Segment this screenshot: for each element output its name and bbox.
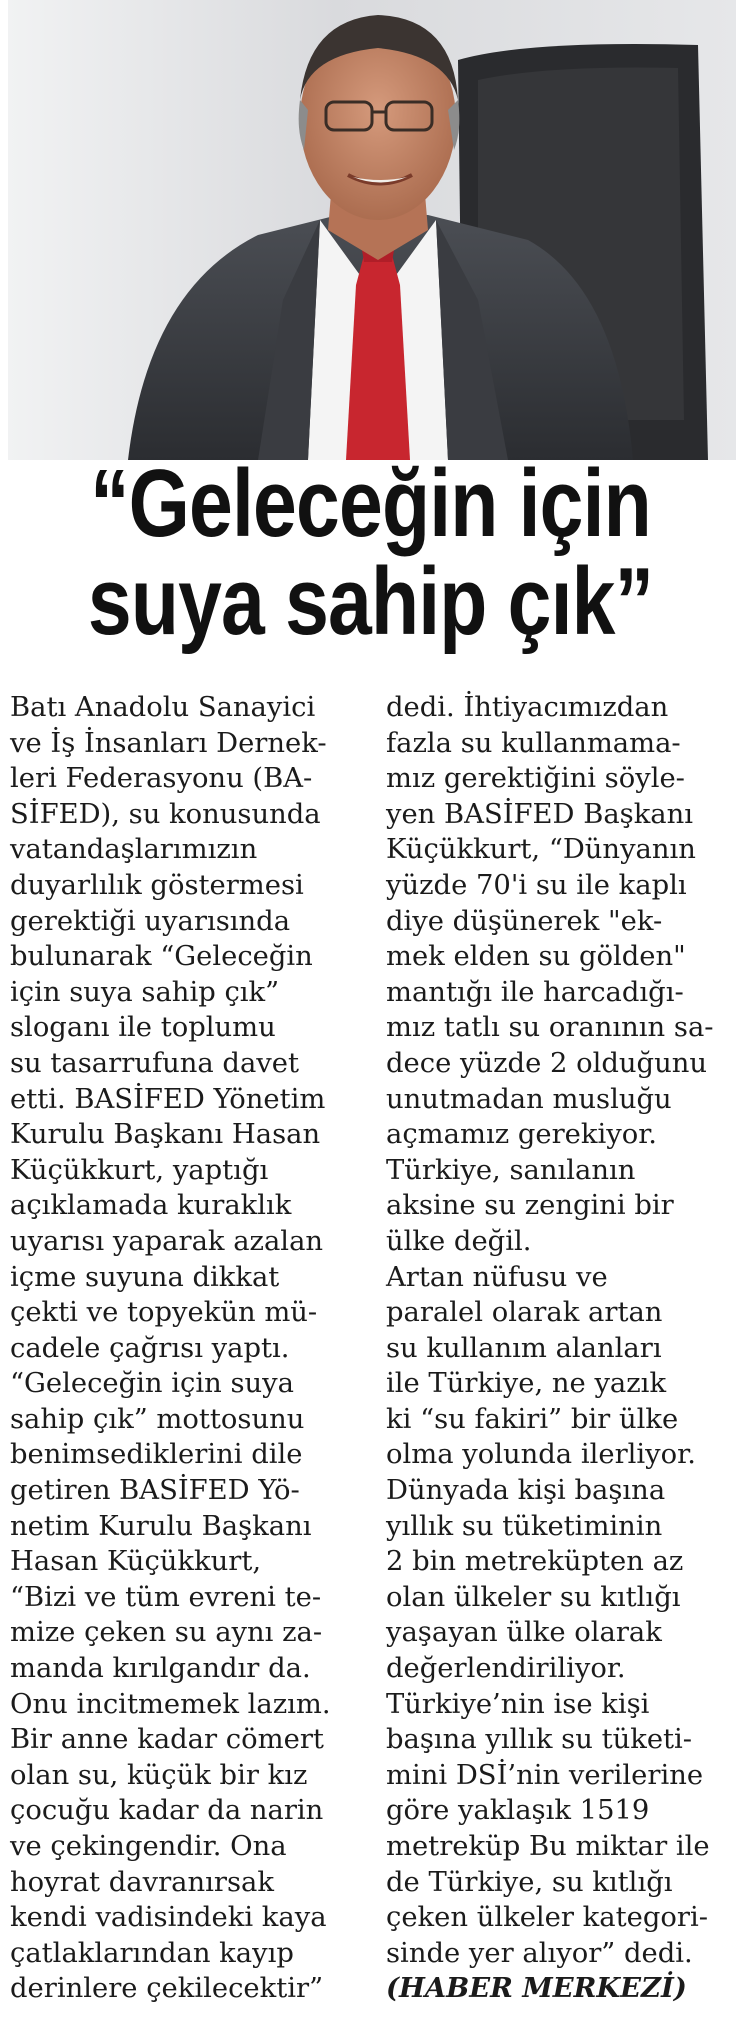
article-text-line: derinlere çekilecektir” <box>10 1973 324 2005</box>
article-text-line: manda kırılgandır da. <box>10 1653 311 1685</box>
article-text-line: hoyrat davranırsak <box>10 1866 274 1898</box>
article-text-line: içme suyuna dikkat <box>10 1261 280 1293</box>
article-text-line: benimsediklerini dile <box>10 1439 303 1471</box>
article-text-line: Küçükkurt, yaptığı <box>10 1154 269 1186</box>
article-text-line: SİFED), su konusunda <box>10 798 321 830</box>
article-text-line: başına yıllık su tüketi- <box>386 1724 693 1756</box>
article-text-line: diye düşünerek "ek- <box>386 905 663 937</box>
article-text-line: sloganı ile toplumu <box>10 1012 276 1044</box>
article-text-line: ülke değil. <box>386 1225 532 1257</box>
article-text-line: değerlendiriliyor. <box>386 1653 626 1685</box>
article-text-line: ve çekingendir. Ona <box>10 1831 287 1862</box>
article-text-line: dece yüzde 2 olduğunu <box>386 1047 708 1079</box>
headline <box>0 450 741 655</box>
article-text-line: leri Federasyonu (BA- <box>10 763 313 795</box>
article-text-line: getiren BASİFED Yö- <box>10 1475 300 1507</box>
headline-line-2: suya sahip çık” <box>87 548 654 655</box>
article-text-line: Hasan Küçükkurt, <box>10 1546 262 1578</box>
article-text-line: olan su, küçük bir kız <box>10 1759 308 1791</box>
article-text-line: su kullanım alanları <box>386 1332 662 1364</box>
article-text-line: göre yaklaşık 1519 <box>386 1795 650 1827</box>
article-text-line: paralel olarak artan <box>386 1297 663 1329</box>
article-text-line: dedi. İhtiyacımızdan <box>386 692 669 723</box>
article-text-line: mız tatlı su oranının sa- <box>386 1012 714 1044</box>
article-text-line: mız gerektiğini söyle- <box>386 763 685 795</box>
article-text-line: gerektiği uyarısında <box>10 905 291 937</box>
article-text-line: açıklamada kuraklık <box>10 1190 292 1222</box>
article-text-line: de Türkiye, su kıtlığı <box>386 1866 673 1898</box>
article-column-right <box>386 690 738 2007</box>
article-text-line: unutmadan musluğu <box>386 1083 672 1115</box>
byline: (HABER MERKEZİ) <box>386 1972 687 2005</box>
article-text-line: Artan nüfusu ve <box>386 1261 608 1293</box>
article-text-line: için suya sahip çık” <box>10 976 280 1008</box>
article-text-line: yen BASİFED Başkanı <box>386 798 694 830</box>
article-text-line: yıllık su tüketiminin <box>386 1510 663 1542</box>
article-text-line: mek elden su gölden" <box>386 941 686 973</box>
article-text-line: Türkiye, sanılanın <box>386 1154 636 1186</box>
article-text-line: olan ülkeler su kıtlığı <box>386 1581 681 1613</box>
article-text-line: kendi vadisindeki kaya <box>10 1902 327 1934</box>
article-text-line: Onu incitmemek lazım. <box>10 1688 331 1720</box>
article-text-line: su tasarrufuna davet <box>10 1047 299 1079</box>
article-text-line: Dünyada kişi başına <box>386 1475 666 1507</box>
article-text-line: Küçükkurt, “Dünyanın <box>386 834 696 866</box>
article-text-line: netim Kurulu Başkanı <box>10 1510 312 1542</box>
article-text-line: yaşayan ülke olarak <box>386 1617 662 1649</box>
article-text-line: Bir anne kadar cömert <box>10 1724 324 1756</box>
article-text-line: ve İş İnsanları Dernek- <box>10 727 327 759</box>
article-text-line: 2 bin metreküpten az <box>386 1546 684 1578</box>
article-text-line: sinde yer alıyor” dedi. <box>386 1937 693 1969</box>
article-text-line: çocuğu kadar da narin <box>10 1795 324 1827</box>
headline-line-1: “Geleceğin için <box>90 450 651 557</box>
article-text-line: olma yolunda ilerliyor. <box>386 1439 696 1471</box>
article-text-line: mize çeken su aynı za- <box>10 1617 323 1649</box>
article-text-line: mantığı ile harcadığı- <box>386 976 684 1008</box>
article-text-line: cadele çağrısı yaptı. <box>10 1332 290 1364</box>
article-text-line: çeken ülkeler kategori- <box>386 1902 708 1934</box>
article-text-line: uyarısı yaparak azalan <box>10 1225 324 1257</box>
article-text-line: ile Türkiye, ne yazık <box>386 1368 667 1400</box>
article-text-line: sahip çık” mottosunu <box>10 1403 305 1435</box>
article-text-line: “Bizi ve tüm evreni te- <box>10 1581 322 1613</box>
article-text-line: aksine su zengini bir <box>386 1190 674 1222</box>
article-text-line: Kurulu Başkanı Hasan <box>10 1119 321 1151</box>
article-text-line: metreküp Bu miktar ile <box>386 1831 710 1862</box>
article-text-line: ki “su fakiri” bir ülke <box>386 1403 679 1435</box>
article-text-line: yüzde 70'i su ile kaplı <box>386 869 687 901</box>
article-text-line: Batı Anadolu Sanayici <box>10 692 316 723</box>
article-text-line: çekti ve topyekün mü- <box>10 1297 318 1329</box>
portrait-illustration <box>8 0 736 460</box>
article-text-line: bulunarak “Geleceğin <box>10 941 313 973</box>
article-text-line: vatandaşlarımızın <box>10 834 258 866</box>
article-text-line: mini DSİ’nin verilerine <box>386 1759 704 1791</box>
article-text-line: açmamız gerekiyor. <box>386 1119 658 1151</box>
article-photo <box>8 0 736 460</box>
article-text-line: etti. BASİFED Yönetim <box>10 1083 326 1115</box>
article-text-line: Türkiye’nin ise kişi <box>386 1688 650 1720</box>
article-text-line: fazla su kullanmama- <box>386 727 681 759</box>
article-text-line: duyarlılık göstermesi <box>10 869 304 901</box>
article-column-left <box>10 690 370 2007</box>
article-text-line: “Geleceğin için suya <box>10 1368 294 1400</box>
article-text-line: çatlaklarından kayıp <box>10 1937 294 1969</box>
